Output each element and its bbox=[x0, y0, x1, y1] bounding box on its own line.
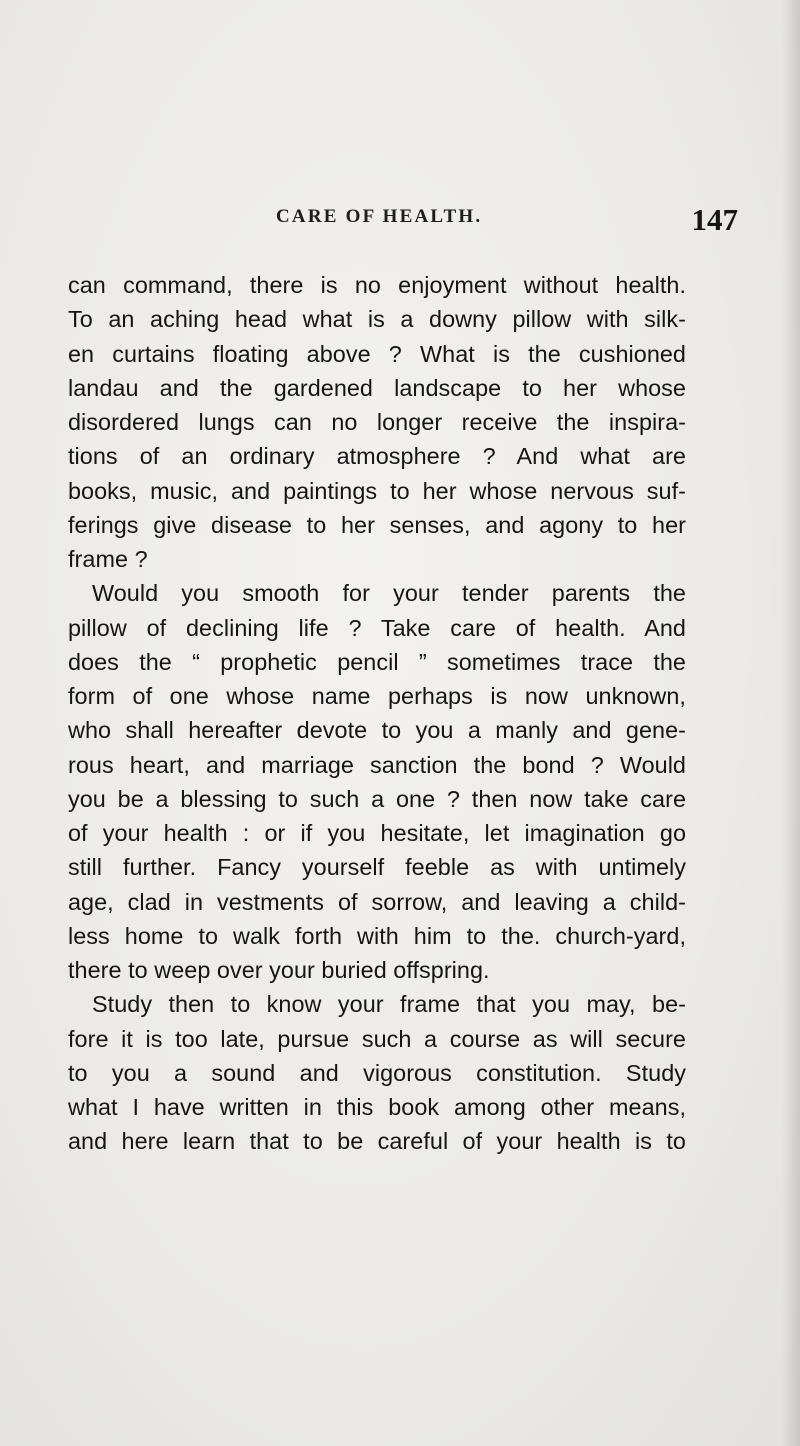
paragraph-1 bbox=[68, 268, 686, 576]
text-line: and here learn that to be careful of your health is to bbox=[68, 1128, 686, 1155]
text-line: you be a blessing to such a one ? then now take care bbox=[68, 785, 686, 812]
text-line: pillow of declining life ? Take care of health. And bbox=[68, 614, 686, 641]
text-line: what I have written in this book among other means, bbox=[68, 1094, 686, 1120]
text-line: ferings give disease to her senses, and agony to her bbox=[68, 511, 686, 538]
text-line: there to weep over your buried offspring. bbox=[68, 957, 490, 983]
paragraph-2 bbox=[68, 576, 686, 987]
page-header bbox=[200, 202, 748, 242]
text-line: age, clad in vestments of sorrow, and leaving a child- bbox=[68, 888, 686, 915]
text-line: form of one whose name perhaps is now unknown, bbox=[68, 683, 686, 709]
text-line: fore it is too late, pursue such a course as will secure bbox=[68, 1025, 686, 1052]
text-line: does the “ prophetic pencil ” sometimes trace the bbox=[68, 648, 686, 675]
text-line: to you a sound and vigorous constitution. Study bbox=[68, 1059, 686, 1086]
text-line: can command, there is no enjoyment without health. bbox=[68, 272, 686, 298]
body-text bbox=[68, 268, 686, 1159]
text-line: tions of an ordinary atmosphere ? And what are bbox=[68, 443, 686, 470]
text-line: of your health : or if you hesitate, let imagination go bbox=[68, 820, 686, 846]
text-line: en curtains floating above ? What is the cushioned bbox=[68, 340, 686, 367]
text-line: rous heart, and marriage sanction the bond ? Would bbox=[68, 751, 686, 778]
page-number: 147 bbox=[691, 202, 738, 237]
text-line: landau and the gardened landscape to her whose bbox=[68, 374, 686, 401]
running-head: CARE OF HEALTH. bbox=[276, 206, 483, 227]
text-line: frame ? bbox=[68, 546, 148, 572]
paragraph-3 bbox=[68, 987, 686, 1158]
text-line: disordered lungs can no longer receive the inspira- bbox=[68, 409, 686, 435]
text-line: books, music, and paintings to her whose nervous suf- bbox=[68, 477, 686, 504]
text-line: Would you smooth for your tender parents the bbox=[92, 580, 686, 607]
text-line: Study then to know your frame that you may, be- bbox=[92, 991, 686, 1018]
text-line: still further. Fancy yourself feeble as with untimely bbox=[68, 854, 686, 881]
page-edge-shadow bbox=[782, 0, 800, 1446]
text-line: To an aching head what is a downy pillow with silk- bbox=[68, 306, 686, 333]
text-line: who shall hereafter devote to you a manly and gene- bbox=[68, 717, 686, 744]
text-line: less home to walk forth with him to the. church-yard, bbox=[68, 922, 686, 949]
